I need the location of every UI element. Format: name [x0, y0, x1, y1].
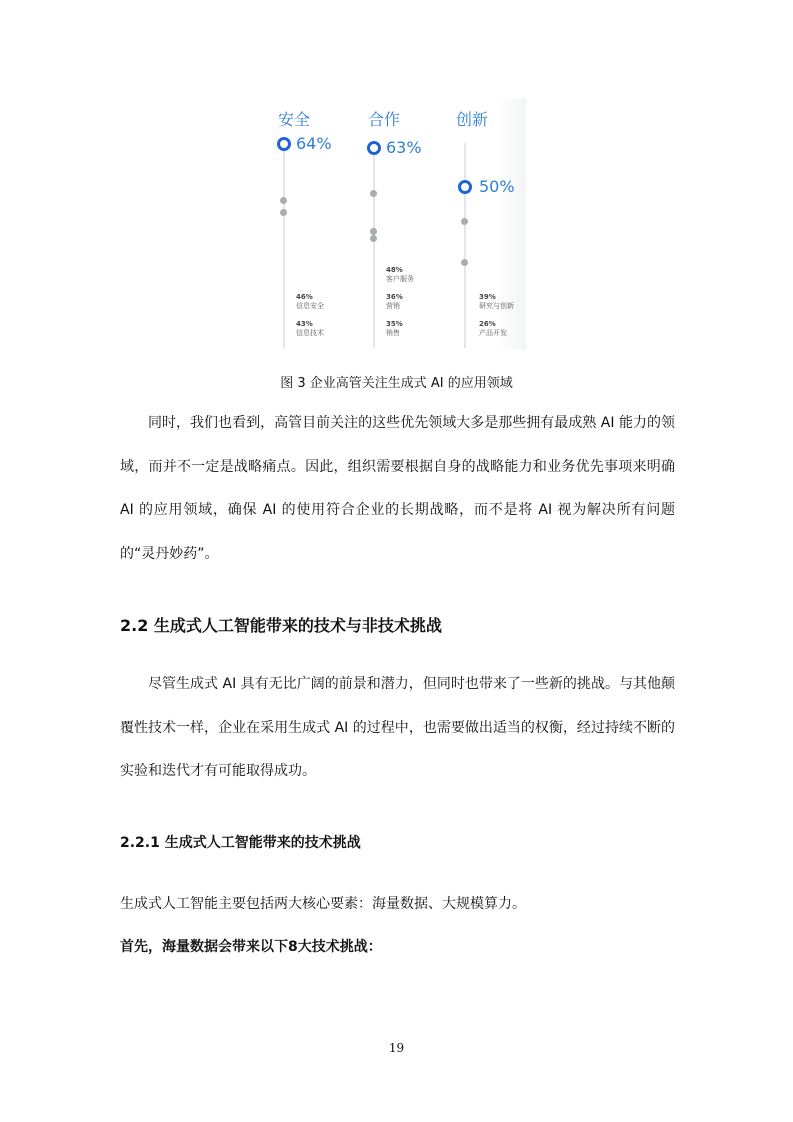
sub-item-value: 36%	[386, 293, 403, 301]
sub-item-value: 39%	[479, 293, 496, 301]
value-label: 64%	[296, 134, 332, 153]
sub-item	[296, 293, 324, 311]
body-paragraph: 同时，我们也看到，高管目前关注的这些优先领域大多是那些拥有最成熟 AI 能力的领域，而并不一定是战略痛点。因此，组织需要根据自身的战略能力和业务优先事项来明确 AI 的应用领域，确保 AI 的使用符合企业的长期战略，而不是将 AI 视为解决所有问题的“灵丹妙药”。	[120, 415, 675, 562]
value-marker	[277, 137, 291, 151]
sub-item-name: 信息技术	[296, 329, 324, 337]
sub-item-name: 研究与创新	[479, 302, 514, 310]
column-line	[373, 147, 375, 348]
sub-item	[386, 293, 403, 311]
sub-item-value: 46%	[296, 293, 313, 301]
figure-caption: 图 3 企业高管关注生成式 AI 的应用领域	[280, 376, 513, 391]
page-number: 19	[388, 1041, 405, 1055]
column-line	[283, 143, 285, 348]
sub-item-dot	[370, 228, 377, 235]
category-label: 创新	[456, 110, 489, 129]
body-line: 生成式人工智能主要包括两大核心要素：海量数据、大规模算力。	[120, 896, 526, 912]
body-paragraph: 尽管生成式 AI 具有无比广阔的前景和潜力，但同时也带来了一些新的挑战。与其他颠覆性技术一样，企业在采用生成式 AI 的过程中，也需要做出适当的权衡，经过持续不断的实验和迭代才有可能取得成功。	[120, 676, 675, 779]
sub-item-value: 43%	[296, 320, 313, 328]
sub-item	[296, 320, 324, 338]
bold-body-line: 首先，海量数据会带来以下8大技术挑战：	[120, 939, 382, 955]
category-label: 安全	[278, 110, 311, 129]
sub-item-dot	[280, 209, 287, 216]
value-marker	[458, 180, 472, 194]
sub-item-dot	[461, 218, 468, 225]
value-label: 63%	[386, 138, 422, 157]
sub-item	[479, 320, 507, 338]
sub-item-name: 信息安全	[296, 302, 324, 310]
sub-item-dot	[280, 197, 287, 204]
value-label: 50%	[479, 177, 515, 196]
sub-item	[386, 320, 403, 338]
application-areas-figure	[268, 98, 526, 350]
sub-item	[386, 266, 414, 284]
section-heading: 2.2 生成式人工智能带来的技术与非技术挑战	[120, 616, 442, 635]
sub-item-name: 销售	[386, 329, 400, 337]
figure-shade	[496, 98, 526, 350]
sub-item-name: 客户服务	[386, 275, 414, 283]
sub-item-dot	[370, 235, 377, 242]
value-marker	[367, 141, 381, 155]
subsection-heading: 2.2.1 生成式人工智能带来的技术挑战	[120, 835, 361, 851]
sub-item-value: 48%	[386, 266, 403, 274]
column-line	[464, 143, 466, 348]
sub-item-value: 35%	[386, 320, 403, 328]
sub-item-value: 26%	[479, 320, 496, 328]
category-label: 合作	[368, 110, 401, 129]
sub-item-name: 营销	[386, 302, 400, 310]
sub-item	[479, 293, 514, 311]
sub-item-name: 产品开发	[479, 329, 507, 337]
sub-item-dot	[370, 190, 377, 197]
sub-item-dot	[461, 259, 468, 266]
